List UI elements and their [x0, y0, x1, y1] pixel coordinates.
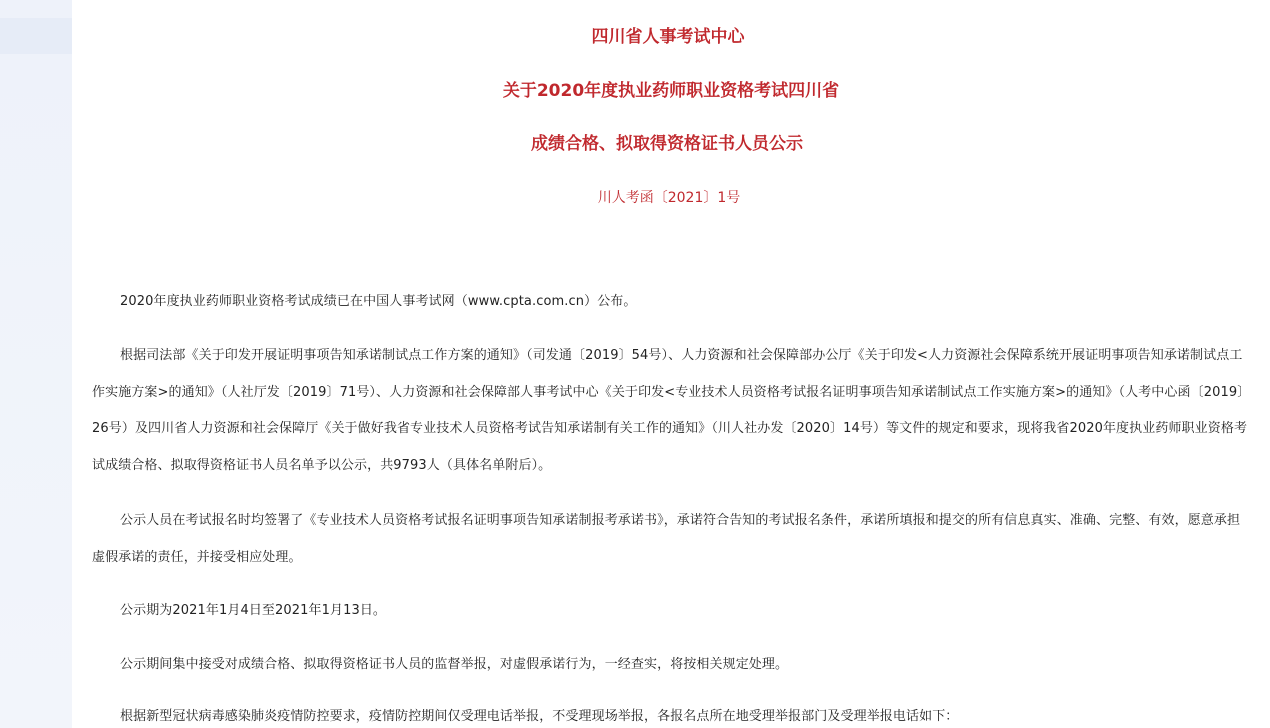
notice-title-line-1: 关于2020年度执业药师职业资格考试四川省	[502, 81, 840, 101]
left-sidebar-strip	[0, 0, 72, 728]
paragraph-publicity-period: 公示期为2021年1月4日至2021年1月13日。	[120, 603, 387, 618]
notice-article	[72, 0, 1270, 728]
document-number: 川人考函〔2021〕1号	[597, 190, 741, 206]
paragraph-supervision: 公示期间集中接受对成绩合格、拟取得资格证书人员的监督举报，对虚假承诺行为，一经查实，将按相关规定处理。	[120, 657, 789, 672]
paragraph-epidemic-reporting: 根据新型冠状病毒感染肺炎疫情防控要求，疫情防控期间仅受理电话举报，不受理现场举报，各报名点所在地受理举报部门及受理举报电话如下：	[120, 709, 959, 724]
notice-org-title: 四川省人事考试中心	[591, 27, 745, 47]
notice-title-line-2: 成绩合格、拟取得资格证书人员公示	[531, 134, 803, 154]
paragraph-score-release: 2020年度执业药师职业资格考试成绩已在中国人事考试网（www.cpta.com.cn）公布。	[120, 294, 637, 309]
paragraph-commitment: 公示人员在考试报名时均签署了《专业技术人员资格考试报名证明事项告知承诺制报考承诺书》，承诺符合告知的考试报名条件，承诺所填报和提交的所有信息真实、准确、完整、有效，愿意承担虚假承诺的责任，并接受相应处理。	[92, 513, 1241, 565]
sidebar-highlight	[0, 18, 72, 54]
paragraph-legal-basis: 根据司法部《关于印发开展证明事项告知承诺制试点工作方案的通知》（司发通〔2019〕54号）、人力资源和社会保障部办公厅《关于印发<人力资源社会保障系统开展证明事项告知承诺制试点工作实施方案>的通知》（人社厅发〔2019〕71号）、人力资源和社会保障部人事考试中心《关于印发<专业技术人员资格考试报名证明事项告知承诺制试点工作实施方案>的通知》（人考中心函〔2019〕26号）及四川省人力资源和社会保障厅《关于做好我省专业技术人员资格考试告知承诺制有关工作的通知》（川人社办发〔2020〕14号）等文件的规定和要求，现将我省2020年度执业药师职业资格考试成绩合格、拟取得资格证书人员名单予以公示，共9793人（具体名单附后）。	[92, 348, 1248, 473]
